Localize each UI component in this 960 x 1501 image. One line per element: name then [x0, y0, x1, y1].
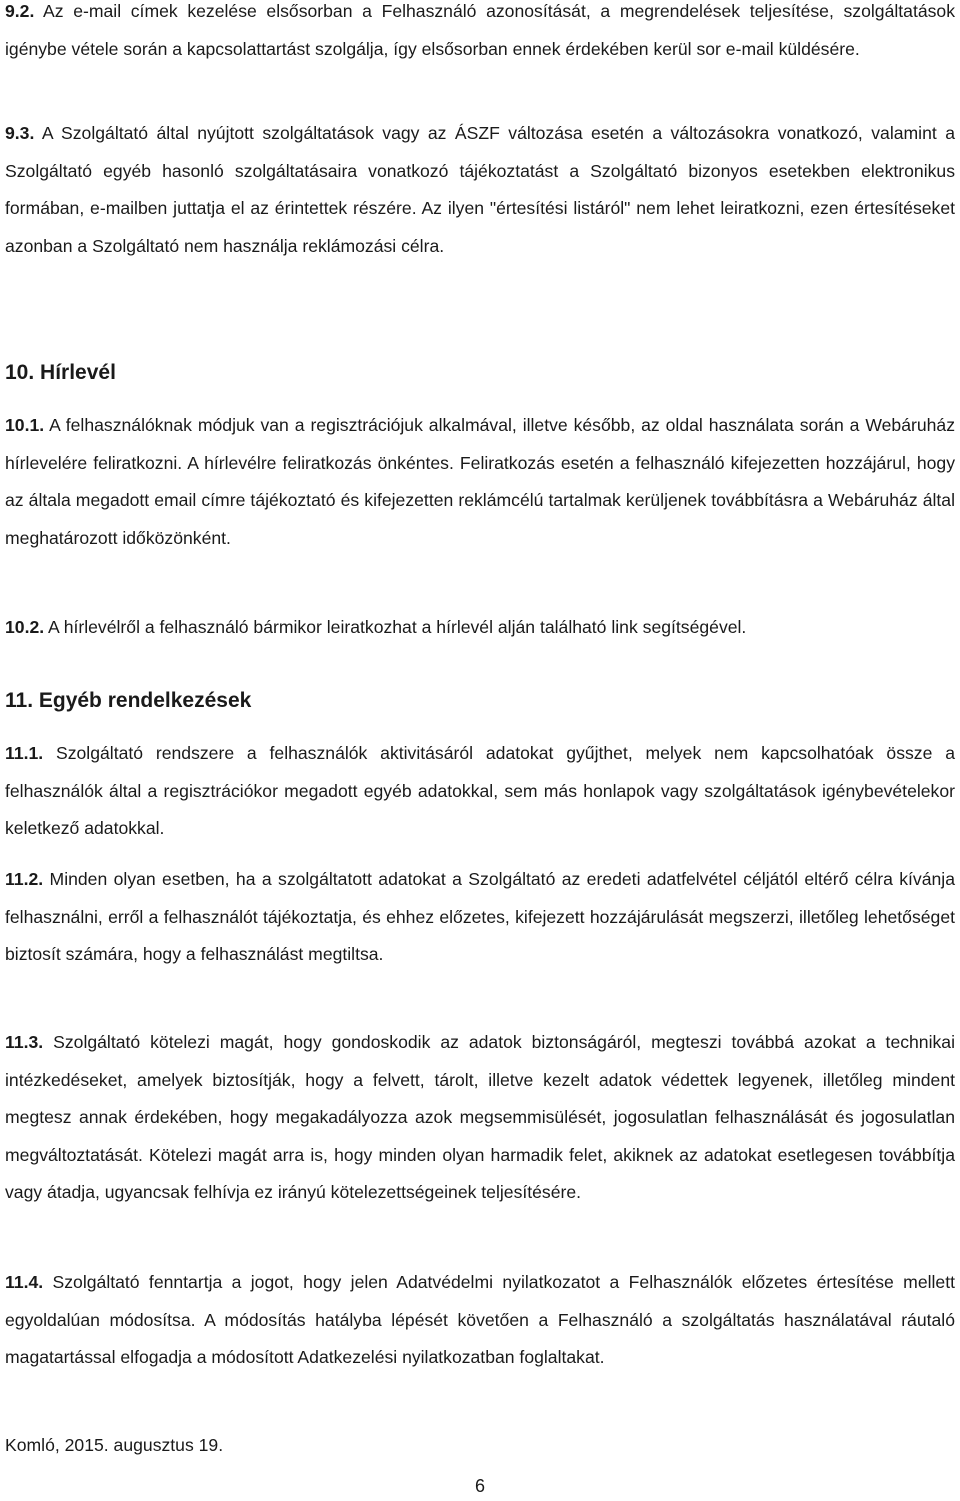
paragraph-text: A felhasználóknak módjuk van a regisztrációjuk alkalmával, illetve később, az oldal használata során a Webáruház hírlevelére feliratkozni. A hírlevélre feliratkozás önkéntes. Feliratkozás esetén a felhasználó kifejezetten hozzájárul, hogy az általa megadott email címre tájékoztató és kifejezetten reklámcélú tartalmak kerüljenek továbbításra a Webáruház által meghatározott időközönként. [5, 415, 955, 548]
paragraph-9-3 [5, 115, 955, 265]
paragraph-11-1 [5, 735, 955, 848]
paragraph-11-4 [5, 1264, 955, 1377]
section-number: 11.1. [5, 743, 44, 763]
section-number: 11.3. [5, 1032, 44, 1052]
paragraph-text: A hírlevélről a felhasználó bármikor leiratkozhat a hírlevél alján található link segítségével. [44, 617, 747, 637]
paragraph-11-3 [5, 1024, 955, 1212]
paragraph-9-2 [5, 0, 955, 68]
section-number: 9.3. [5, 123, 35, 143]
section-number: 10.1. [5, 415, 45, 435]
section-number: 10.2. [5, 617, 45, 637]
paragraph-11-2 [5, 861, 955, 974]
paragraph-text: Minden olyan esetben, ha a szolgáltatott adatokat a Szolgáltató az eredeti adatfelvétel céljától eltérő célra kívánja felhasználni, erről a felhasználót tájékoztatja, és ehhez előzetes, kifejezett hozzájárulását megszerzi, illetőleg lehetőséget biztosít számára, hogy a felhasználást megtiltsa. [5, 869, 955, 965]
section-number: 9.2. [5, 1, 35, 21]
paragraph-text: Az e-mail címek kezelése elsősorban a Felhasználó azonosítását, a megrendelések teljesítése, szolgáltatások igénybe vétele során a kapcsolattartást szolgálja, így elsősorban ennek érdekében kerül sor e-mail küldésére. [5, 1, 955, 59]
paragraph-10-2 [5, 609, 955, 647]
section-number: 11.2. [5, 869, 44, 889]
paragraph-10-1 [5, 407, 955, 557]
page-number: 6 [474, 1476, 485, 1496]
paragraph-text: Szolgáltató fenntartja a jogot, hogy jelen Adatvédelmi nyilatkozatot a Felhasználók előzetes értesítése mellett egyoldalúan módosítsa. A módosítás hatályba lépését követően a Felhasználó a szolgáltatás használatával ráutaló magatartással elfogadja a módosított Adatkezelési nyilatkozatban foglaltakat. [5, 1272, 955, 1368]
paragraph-text: A Szolgáltató által nyújtott szolgáltatások vagy az ÁSZF változása esetén a változásokra vonatkozó, valamint a Szolgáltató egyéb hasonló szolgáltatásaira vonatkozó tájékoztatást a Szolgáltató bizonyos esetekben elektronikus formában, e-mailben juttatja el az érintettek részére. Az ilyen "értesítési listáról" nem lehet leiratkozni, ezen értesítéseket azonban a Szolgáltató nem használja reklámozási célra. [5, 123, 955, 256]
paragraph-text: Szolgáltató kötelezi magát, hogy gondoskodik az adatok biztonságáról, megteszi továbbá azokat a technikai intézkedéseket, amelyek biztosítják, hogy a felvett, tárolt, illetve kezelt adatok védettek legyenek, illetőleg mindent megtesz annak érdekében, hogy megakadályozza azok megsemmisülését, jogosulatlan felhasználását és jogosulatlan megváltoztatását. Kötelezi magát arra is, hogy minden olyan harmadik felet, akiknek az adatokat esetlegesen továbbítja vagy átadja, ugyancsak felhívja ez irányú kötelezettségeinek teljesítésére. [5, 1032, 955, 1203]
place-and-date: Komló, 2015. augusztus 19. [5, 1435, 224, 1455]
paragraph-text: Szolgáltató rendszere a felhasználók aktivitásáról adatokat gyűjthet, melyek nem kapcsolhatóak össze a felhasználók által a regisztrációkor megadott egyéb adatokkal, sem más honlapok vagy szolgáltatások igénybevételekor keletkező adatokkal. [5, 743, 955, 839]
heading-10: 10. Hírlevél [5, 361, 116, 384]
heading-11: 11. Egyéb rendelkezések [5, 689, 252, 712]
section-number: 11.4. [5, 1272, 44, 1292]
